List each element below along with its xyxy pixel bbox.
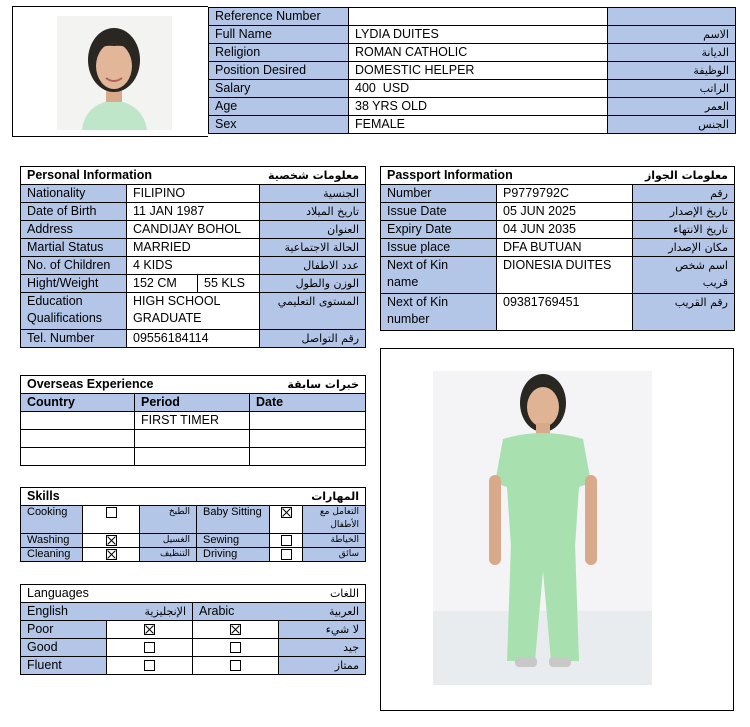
issue-place-label: Issue place [381, 239, 497, 257]
education-value-line2: GRADUATE [133, 311, 202, 325]
overseas-country [21, 412, 135, 430]
skill-driving-checkbox[interactable] [270, 548, 303, 562]
dob-value: 11 JAN 1987 [127, 203, 260, 221]
kin-name-label-ar [633, 257, 735, 294]
education-label [21, 293, 127, 330]
reference-label-ar [608, 8, 736, 26]
overseas-row [21, 448, 366, 466]
header-row-religion [209, 44, 736, 62]
religion-label-ar: الديانة [608, 44, 736, 62]
full-name-label: Full Name [209, 26, 349, 44]
languages-title: Languages [21, 585, 193, 603]
skill-cleaning-label-ar: التنظيف [140, 548, 197, 562]
overseas-date [250, 430, 366, 448]
dob-label-ar: تاريخ الميلاد [260, 203, 366, 221]
languages-table [20, 584, 366, 675]
level-poor-label: Poor [21, 621, 107, 639]
arabic-fluent-checkbox[interactable] [193, 657, 279, 675]
skill-washing-label: Washing [21, 534, 83, 548]
level-fluent-label: Fluent [21, 657, 107, 675]
overseas-date [250, 412, 366, 430]
age-label: Age [209, 98, 349, 116]
passport-number-label-ar: رقم [633, 185, 735, 203]
issue-date-label-ar: تاريخ الإصدار [633, 203, 735, 221]
issue-date-value: 05 JUN 2025 [497, 203, 633, 221]
passport-info-title-ar: معلومات الجواز [633, 167, 735, 185]
education-label-line2: Qualifications [27, 311, 103, 325]
skill-sewing-checkbox[interactable] [270, 534, 303, 548]
english-poor-box[interactable] [144, 624, 155, 635]
english-poor-checkbox[interactable] [107, 621, 193, 639]
kin-number-label-line1: Next of Kin [387, 295, 449, 309]
level-good-label: Good [21, 639, 107, 657]
skill-cleaning-label: Cleaning [21, 548, 83, 562]
issue-place-value: DFA BUTUAN [497, 239, 633, 257]
header-row-name [209, 26, 736, 44]
kin-name-label-ar-line2: قريب [702, 276, 728, 289]
nationality-value: FILIPINO [127, 185, 260, 203]
full-name-value: LYDIA DUITES [349, 26, 608, 44]
tel-label-ar: رقم التواصل [260, 330, 366, 348]
kin-name-label [381, 257, 497, 294]
skills-table [20, 487, 366, 562]
overseas-period [135, 448, 250, 466]
issue-place-label-ar: مكان الإصدار [633, 239, 735, 257]
skill-washing-checkbox[interactable] [83, 534, 140, 548]
education-value-line1: HIGH SCHOOL [133, 294, 221, 308]
expiry-date-label: Expiry Date [381, 221, 497, 239]
skill-babysitting-label-ar [303, 506, 366, 534]
portrait-photo [57, 16, 172, 130]
kin-number-label [381, 294, 497, 331]
level-fluent-label-ar: ممتاز [279, 657, 366, 675]
skill-sewing-label: Sewing [197, 534, 270, 548]
passport-number-value: P9779792C [497, 185, 633, 203]
header-row-age [209, 98, 736, 116]
cooking-checkbox-box[interactable] [106, 507, 117, 518]
dob-label: Date of Birth [21, 203, 127, 221]
arabic-label-ar: العربية [279, 603, 366, 621]
religion-value: ROMAN CATHOLIC [349, 44, 608, 62]
overseas-title-ar: خبرات سابقة [250, 376, 366, 394]
washing-checkbox-box[interactable] [106, 535, 117, 546]
arabic-good-checkbox[interactable] [193, 639, 279, 657]
skill-sewing-label-ar: الخياطة [303, 534, 366, 548]
kin-name-value: DIONESIA DUITES [497, 257, 633, 294]
full-body-photo [433, 371, 652, 685]
nationality-label-ar: الجنسية [260, 185, 366, 203]
sex-label-ar: الجنس [608, 116, 736, 134]
overseas-row [21, 412, 366, 430]
driving-checkbox-box[interactable] [281, 549, 292, 560]
english-good-checkbox[interactable] [107, 639, 193, 657]
kin-number-label-line2: number [387, 312, 430, 326]
date-header: Date [250, 394, 366, 412]
overseas-title: Overseas Experience [21, 376, 250, 394]
position-value: DOMESTIC HELPER [349, 62, 608, 80]
education-label-ar: المستوى التعليمي [260, 293, 366, 330]
period-header: Period [135, 394, 250, 412]
passport-info-title: Passport Information [381, 167, 633, 185]
marital-label-ar: الحالة الاجتماعية [260, 239, 366, 257]
skill-babysitting-label: Baby Sitting [197, 506, 270, 534]
children-label-ar: عدد الاطفال [260, 257, 366, 275]
arabic-label: Arabic [193, 603, 279, 621]
english-fluent-box[interactable] [144, 660, 155, 671]
education-label-line1: Education [27, 294, 83, 308]
level-poor-label-ar: لا شيء [279, 621, 366, 639]
header-table [208, 7, 736, 134]
babysitting-ar-line1: التعامل مع [319, 507, 360, 517]
personal-info-table [20, 166, 366, 348]
kin-name-label-line2: name [387, 275, 419, 289]
full-name-label-ar: الاسم [608, 26, 736, 44]
skill-cooking-label-ar: الطبخ [140, 506, 197, 534]
personal-info-title-ar: معلومات شخصية [198, 167, 366, 185]
education-value [127, 293, 260, 330]
position-label: Position Desired [209, 62, 349, 80]
arabic-poor-checkbox[interactable] [193, 621, 279, 639]
header-row-salary [209, 80, 736, 98]
children-label: No. of Children [21, 257, 127, 275]
languages-title-ar: اللغات [193, 585, 366, 603]
tel-value: 09556184114 [127, 330, 260, 348]
arabic-good-box[interactable] [230, 642, 241, 653]
reference-label: Reference Number [209, 8, 349, 26]
kin-name-label-ar-line1: اسم شخص [675, 259, 728, 272]
marital-value: MARRIED [127, 239, 260, 257]
address-label: Address [21, 221, 127, 239]
passport-info-table [380, 166, 735, 331]
header-row-reference [209, 8, 736, 26]
weight-value: 55 KLS [198, 275, 260, 293]
skills-title: Skills [21, 488, 197, 506]
english-label-ar: الإنجليزية [107, 603, 193, 621]
kin-number-value: 09381769451 [497, 294, 633, 331]
overseas-country [21, 448, 135, 466]
tel-label: Tel. Number [21, 330, 127, 348]
arabic-poor-box[interactable] [230, 624, 241, 635]
skill-babysitting-checkbox[interactable] [270, 506, 303, 534]
age-value: 38 YRS OLD [349, 98, 608, 116]
level-good-label-ar: جيد [279, 639, 366, 657]
reference-value [349, 8, 608, 26]
overseas-country [21, 430, 135, 448]
english-fluent-checkbox[interactable] [107, 657, 193, 675]
header-row-position [209, 62, 736, 80]
overseas-period [135, 430, 250, 448]
nationality-label: Nationality [21, 185, 127, 203]
english-label: English [21, 603, 107, 621]
babysitting-checkbox-box[interactable] [281, 507, 292, 518]
skill-driving-label: Driving [197, 548, 270, 562]
country-header: Country [21, 394, 135, 412]
passport-number-label: Number [381, 185, 497, 203]
skill-cleaning-checkbox[interactable] [83, 548, 140, 562]
skill-washing-label-ar: الغسيل [140, 534, 197, 548]
skills-title-ar: المهارات [197, 488, 366, 506]
overseas-row [21, 430, 366, 448]
kin-number-label-ar: رقم القريب [633, 294, 735, 331]
overseas-table [20, 375, 366, 466]
sex-value: FEMALE [349, 116, 608, 134]
expiry-date-label-ar: تاريخ الانتهاء [633, 221, 735, 239]
skill-cooking-checkbox[interactable] [83, 506, 140, 534]
personal-info-title: Personal Information [21, 167, 198, 185]
height-value: 152 CM [127, 275, 198, 293]
religion-label: Religion [209, 44, 349, 62]
header-row-sex [209, 116, 736, 134]
issue-date-label: Issue Date [381, 203, 497, 221]
age-label-ar: العمر [608, 98, 736, 116]
arabic-fluent-box[interactable] [230, 660, 241, 671]
height-weight-label-ar: الوزن والطول [260, 275, 366, 293]
position-label-ar: الوظيفة [608, 62, 736, 80]
overseas-date [250, 448, 366, 466]
skill-driving-label-ar: سائق [303, 548, 366, 562]
address-value: CANDIJAY BOHOL [127, 221, 260, 239]
marital-label: Martial Status [21, 239, 127, 257]
english-good-box[interactable] [144, 642, 155, 653]
kin-name-label-line1: Next of Kin [387, 258, 449, 272]
children-value: 4 KIDS [127, 257, 260, 275]
babysitting-ar-line2: الأطفال [330, 520, 360, 530]
salary-label: Salary [209, 80, 349, 98]
height-weight-label: Hight/Weight [21, 275, 127, 293]
address-label-ar: العنوان [260, 221, 366, 239]
salary-label-ar: الراتب [608, 80, 736, 98]
expiry-date-value: 04 JUN 2035 [497, 221, 633, 239]
cleaning-checkbox-box[interactable] [106, 549, 117, 560]
sex-label: Sex [209, 116, 349, 134]
overseas-period: FIRST TIMER [135, 412, 250, 430]
salary-value: 400 USD [349, 80, 608, 98]
skill-cooking-label: Cooking [21, 506, 83, 534]
sewing-checkbox-box[interactable] [281, 535, 292, 546]
